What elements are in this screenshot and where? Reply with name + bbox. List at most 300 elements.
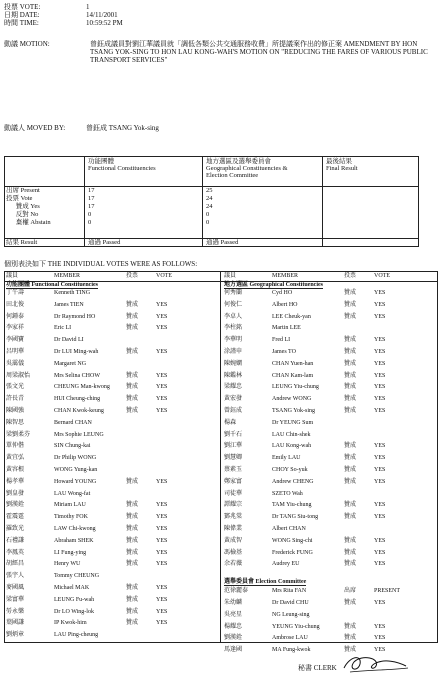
member-name-zh: 張宇人 [6,573,25,580]
vote-number-label: 投票 VOTE: [4,3,41,11]
member-name: TAM Yiu-chung [272,502,312,509]
member-name-zh: 范徐麗泰 [224,588,249,595]
member-name-zh: 李卓人 [224,313,243,320]
member-vote: YES [156,537,168,544]
member-vote-zh: 贊成 [126,514,139,521]
member-row [6,432,218,439]
member-vote: YES [156,408,168,414]
member-name-zh: 楊耀忠 [224,623,243,630]
member-name-zh: 李家祥 [6,325,25,332]
member-row [6,373,218,380]
member-vote: YES [374,408,386,414]
member-name-zh: 胡經昌 [6,561,25,568]
member-vote: YES [156,396,168,403]
member-name: SIN Chung-kai [54,443,91,450]
member-name: HUI Cheung-ching [54,396,101,403]
member-name-zh: 黃宏發 [224,396,243,403]
member-vote-zh: 贊成 [344,537,357,544]
member-name-zh: 余若薇 [224,561,243,568]
member-row [224,349,436,356]
member-name-zh: 梁劉柔芬 [6,431,31,438]
member-vote: YES [374,290,386,296]
member-vote-zh: 贊成 [344,502,357,509]
member-name-zh: 涂謹申 [224,349,243,355]
member-row [224,302,436,309]
member-name-zh: 馮檢基 [224,549,243,556]
member-vote: YES [374,514,386,521]
results-col-gc: 地方選區及選舉委員會 Geographical Constituencies & Election Committee [206,158,288,179]
results-row-fc: 17 [88,195,95,202]
member-row [6,573,218,580]
member-name: CHAN Kwok-keung [54,408,104,414]
right-section-title [224,282,323,289]
member-name-zh: 何俊仁 [224,301,243,308]
member-name: Henry WU [54,561,81,568]
member-name-zh: 黃容根 [6,467,25,473]
results-row-fc: 0 [88,219,92,226]
member-vote: YES [374,600,386,606]
member-name-zh: 馬逢國 [224,647,243,654]
member-row [6,479,218,486]
results-row-label: 投票 Vote [6,195,33,202]
member-name: LI Fung-ying [54,549,87,556]
member-row [6,384,218,391]
member-vote: YES [374,537,386,544]
member-vote: YES [156,478,168,485]
member-vote-zh: 贊成 [344,443,357,450]
results-row-label: 棄權 Abstain [6,219,51,226]
results-row-gc: 0 [206,219,210,226]
member-name: LEE Cheuk-yan [272,313,311,320]
member-vote: PRESENT [374,588,401,595]
member-row [224,337,436,344]
left-header-vote-zh: 投票 [126,273,139,279]
member-row [224,455,436,462]
member-vote-zh: 贊成 [344,408,357,414]
member-name-zh: 呂明華 [6,349,25,355]
member-name: Bernard CHAN [54,419,92,426]
member-name: CHEUNG Man-kwong [54,384,110,391]
member-row [224,538,436,545]
vote-time-label: 時間 TIME: [4,19,39,27]
member-name-zh: 陳國強 [6,408,25,414]
member-name-zh: 霍震霆 [6,514,25,521]
member-vote-zh: 贊成 [126,549,139,556]
results-row-label: 贊成 Yes [6,203,40,210]
results-row-fc: 通過 Passed [88,239,121,246]
member-row [6,396,218,403]
member-name: Audrey EU [272,561,300,568]
member-row [224,420,436,427]
results-row-fc: 17 [88,203,95,210]
member-row [224,325,436,332]
vote-number-value: 1 [86,3,90,11]
results-row-label: 結果 Result [6,239,38,246]
member-vote: YES [156,620,168,627]
member-vote: YES [374,360,386,367]
member-name-zh: 陳婉嫻 [224,360,243,367]
member-name: Cyd HO [272,290,293,296]
member-vote-zh: 贊成 [344,635,357,642]
member-name: LAU Chin-shek [272,431,311,438]
member-vote-zh: 出席 [344,588,357,595]
results-row-gc: 0 [206,211,210,218]
results-table [4,156,419,246]
member-row [224,290,436,297]
member-name: Andrew CHENG [272,478,314,485]
member-name-zh: 周梁淑怡 [6,372,31,379]
member-name: SZETO Wah [272,490,303,497]
member-name: CHOY So-yuk [272,467,308,473]
moved-by-label: 動議人 MOVED BY: [4,124,66,132]
member-vote-zh: 贊成 [344,313,357,320]
member-vote-zh: 贊成 [344,478,357,485]
member-row [6,502,218,509]
member-row [6,609,218,616]
member-name: Howard YOUNG [54,478,97,485]
member-name-zh: 曾鈺成 [224,408,243,414]
member-name-zh: 李華明 [224,337,243,344]
member-vote: YES [156,514,168,521]
member-row [6,632,218,639]
member-name-zh: 張文光 [6,384,25,391]
member-row [6,514,218,521]
member-vote-zh: 贊成 [126,372,139,379]
moved-by [4,124,159,132]
member-vote-zh: 贊成 [126,620,139,627]
right-section2-label: 選舉委員會 Election Committee [224,579,307,586]
member-vote-zh: 贊成 [344,360,357,367]
member-row [6,550,218,557]
member-row [224,491,436,498]
right-header-vote: VOTE [374,273,390,279]
member-row [224,514,436,521]
member-name-zh: 許長青 [6,396,25,403]
vote-time [4,19,123,27]
member-row [224,314,436,321]
member-name-zh: 劉千石 [224,431,243,438]
vote-number [4,3,90,11]
member-name-zh: 陳鑑林 [224,372,243,379]
member-name: Ambrose LAU [272,635,308,642]
member-vote: YES [156,325,168,332]
results-row-gc: 通過 Passed [206,239,239,246]
motion-label: 動議 MOTION: [4,40,50,48]
member-row [224,396,436,403]
member-name-zh: 石禮謙 [6,537,25,544]
member-vote-zh: 贊成 [344,561,357,568]
member-vote-zh: 贊成 [126,585,139,591]
member-name-zh: 李鳳英 [6,549,25,556]
right-section2-title [224,579,306,586]
member-row [224,561,436,568]
member-row [224,550,436,557]
member-vote: YES [374,349,386,355]
member-row [6,314,218,321]
results-col-final: 最後結果 Final Result [326,158,358,172]
member-vote: YES [156,313,168,320]
right-header-member-zh: 議員 [224,273,237,279]
member-name: Dr Raymond HO [54,313,96,320]
results-row-gc: 25 [206,187,213,194]
vote-date [4,11,118,19]
member-vote: YES [156,549,168,556]
member-name-zh: 陳偉業 [224,526,243,532]
member-name-zh: 葉國謙 [6,620,25,627]
member-row [6,467,218,474]
member-vote: YES [156,526,168,532]
member-name: Fred LI [272,337,291,344]
member-name: CHAN Yuen-han [272,360,314,367]
member-vote: YES [374,561,386,568]
member-name: Dr David CHU [272,600,309,606]
member-name: Dr LUI Ming-wah [54,349,99,355]
member-vote-zh: 贊成 [126,301,139,308]
member-name: Eric LI [54,325,72,332]
member-row [6,455,218,462]
member-row [6,290,218,297]
member-name: James TIEN [54,301,84,308]
member-name-zh: 勞永樂 [6,608,25,615]
member-row [6,420,218,427]
member-vote: YES [156,301,168,308]
member-name-zh: 蔡素玉 [224,467,243,473]
member-name-zh: 黃成智 [224,537,243,544]
member-name-zh: 陳智思 [6,419,25,426]
member-row [6,620,218,627]
member-vote-zh: 贊成 [126,325,139,332]
member-row [224,361,436,368]
member-name: LEUNG Yiu-chung [272,384,319,391]
member-vote: YES [156,384,168,391]
left-header-member-zh: 議員 [6,273,19,279]
member-name: LEUNG Fu-wah [54,596,95,603]
member-row [224,502,436,509]
member-name: James TO [272,349,296,355]
member-row [6,302,218,309]
member-name: Martin LEE [272,325,301,332]
member-name-zh: 劉江華 [224,443,243,450]
member-name-zh: 李柱銘 [224,325,243,332]
member-vote-zh: 贊成 [126,537,139,544]
vote-time-value: 10:59:52 PM [86,19,123,27]
member-name-zh: 朱幼麟 [224,600,243,606]
member-name-zh: 楊孝華 [6,478,25,485]
right-section-label: 地方選區 Geographical Constituencies [224,282,323,288]
member-vote-zh: 贊成 [126,526,139,532]
vote-date-value: 14/11/2001 [86,11,118,19]
member-name: Dr YEUNG Sum [272,419,314,426]
member-name-zh: 吳亮星 [224,611,243,618]
member-row [224,373,436,380]
member-vote: YES [156,349,168,355]
member-vote-zh: 贊成 [344,301,357,308]
member-row [6,585,218,592]
member-row [224,600,436,607]
member-vote-zh: 贊成 [344,372,357,379]
member-vote-zh: 贊成 [344,349,357,355]
left-section-title [6,282,98,289]
member-row [224,479,436,486]
clerk-signature [340,648,410,678]
member-name: Dr TANG Siu-tong [272,514,319,521]
member-vote-zh: 贊成 [344,623,357,630]
member-name-zh: 丁午壽 [6,290,25,296]
member-name: TSANG Yok-sing [272,408,316,414]
member-name-zh: 劉漢銓 [224,635,243,642]
member-name-zh: 麥國風 [6,585,25,591]
member-vote-zh: 贊成 [126,478,139,485]
member-name-zh: 楊森 [224,419,237,426]
member-vote: YES [374,635,386,642]
member-vote: YES [374,372,386,379]
member-row [6,443,218,450]
member-row [6,408,218,415]
member-row [6,526,218,533]
member-name-zh: 黃宜弘 [6,455,25,462]
member-name: Margaret NG [54,360,87,367]
results-row-gc: 24 [206,203,213,210]
member-vote: YES [374,623,386,630]
member-vote-zh: 贊成 [126,349,139,355]
member-row [6,597,218,604]
member-row [224,432,436,439]
member-vote-zh: 贊成 [344,600,357,606]
member-row [6,491,218,498]
member-name: LAU Wong-fat [54,490,91,497]
member-vote: YES [374,455,386,462]
member-name: WONG Yung-kan [54,467,98,473]
member-vote-zh: 贊成 [126,502,139,509]
member-name-zh: 梁富華 [6,596,25,603]
member-vote: YES [374,478,386,485]
member-vote: YES [374,396,386,403]
member-name: Frederick FUNG [272,549,313,556]
member-row [224,588,436,595]
member-name-zh: 何鍾泰 [6,313,25,320]
results-row-fc: 17 [88,187,95,194]
member-name: Kenneth TING [54,290,91,296]
member-name: Mrs Rita FAN [272,588,307,595]
member-name: LAW Chi-kwong [54,526,96,532]
results-col-fc: 功能團體 Functional Constituencies [88,158,156,172]
results-row-label: 反對 No [6,211,39,218]
votes-table [4,271,438,654]
member-name: YEUNG Yiu-chung [272,623,320,630]
member-vote-zh: 贊成 [344,396,357,403]
member-name: Abraham SHEK [54,537,94,544]
results-row-fc: 0 [88,211,92,218]
member-vote: YES [374,549,386,556]
right-header-vote-zh: 投票 [344,273,357,279]
member-vote-zh: 贊成 [126,384,139,391]
member-vote-zh: 贊成 [126,396,139,403]
member-vote: YES [374,384,386,391]
member-row [224,526,436,533]
member-vote-zh: 贊成 [344,337,357,344]
member-vote-zh: 贊成 [344,549,357,556]
member-name: Michael MAK [54,585,90,591]
member-vote: YES [374,301,386,308]
member-name: LAU Ping-cheung [54,632,99,639]
results-row-label: 出席 Present [6,187,40,194]
member-vote: YES [156,561,168,568]
member-vote: YES [156,608,168,615]
member-row [6,325,218,332]
member-name: Mrs Selina CHOW [54,372,100,379]
member-name-zh: 吳靄儀 [6,360,25,367]
member-row [6,561,218,568]
left-header [6,273,218,280]
member-vote: YES [374,502,386,509]
moved-by-value: 曾鈺成 TSANG Yok-sing [86,124,159,132]
member-vote-zh: 贊成 [344,290,357,296]
right-header-member: MEMBER [272,273,299,279]
member-vote: YES [156,585,168,591]
member-name: Tommy CHEUNG [54,573,100,580]
member-name: Albert HO [272,301,298,308]
member-vote: YES [156,372,168,379]
member-name-zh: 單仲偕 [6,443,25,450]
results-row-gc: 24 [206,195,213,202]
member-name: CHAN Kam-lam [272,372,314,379]
clerk-label: 秘書 CLERK [298,664,337,672]
member-vote-zh: 贊成 [344,384,357,391]
member-name-zh: 劉炳章 [6,632,25,639]
member-row [224,467,436,474]
member-name-zh: 譚耀宗 [224,502,243,509]
member-name-zh: 劉漢銓 [6,502,25,509]
member-vote-zh: 贊成 [344,514,357,521]
member-name: Dr LO Wing-lok [54,608,94,615]
member-name: WONG Sing-chi [272,537,313,544]
member-vote: YES [374,313,386,320]
member-vote-zh: 贊成 [126,608,139,615]
member-vote: YES [374,467,386,473]
left-section-label: 功能團體 Functional Constituencies [6,282,99,288]
member-name-zh: 李國寶 [6,337,25,344]
member-name: Albert CHAN [272,526,306,532]
member-name: NG Leung-sing [272,611,310,618]
member-name: Miriam LAU [54,502,86,509]
member-name-zh: 何秀蘭 [224,290,243,296]
member-name: Timothy FOK [54,514,88,521]
member-vote-zh: 贊成 [126,313,139,320]
member-row [224,612,436,619]
member-vote-zh: 贊成 [344,467,357,473]
motion-text: 曾鈺成議員對劉江華議員就「調低各類公共交通服務收費」所提議案作出的修正案 AMENDMENT BY HON TSANG YOK-SING TO HON LAU KONG-WAH'S MOTION ON "REDUCING THE FARES OF VARIOUS PUBLIC TRANSPORT SERVICES" [90,40,428,64]
member-name-zh: 田北俊 [6,301,25,308]
member-row [6,538,218,545]
member-row [224,624,436,631]
member-vote-zh: 贊成 [126,408,139,414]
votes-title: 個別表決如下 THE INDIVIDUAL VOTES WERE AS FOLLOWS: [4,260,198,268]
right-header [224,273,436,280]
member-vote-zh: 贊成 [344,455,357,462]
member-name-zh: 司徒華 [224,490,243,497]
member-name-zh: 梁耀忠 [224,384,243,391]
member-name-zh: 羅致光 [6,526,25,532]
member-name-zh: 劉皇發 [6,490,25,497]
member-name-zh: 鄧兆棠 [224,514,243,521]
member-name-zh: 鄭家富 [224,478,243,485]
member-row [6,349,218,356]
member-vote: YES [374,337,386,344]
member-name: Mrs Sophie LEUNG [54,431,104,438]
member-vote-zh: 贊成 [126,596,139,603]
member-vote: YES [156,502,168,509]
member-name: Dr Philip WONG [54,455,97,462]
